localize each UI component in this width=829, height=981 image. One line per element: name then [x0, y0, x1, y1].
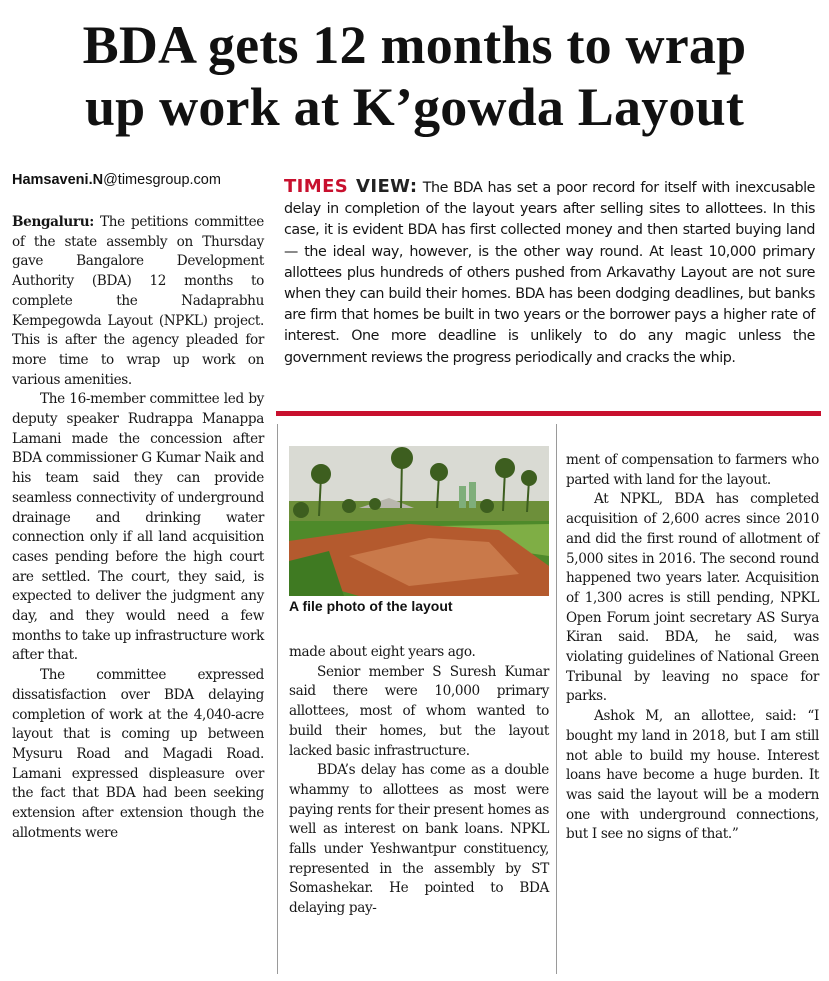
headline-line-2: up work at K’gowda Layout	[84, 77, 745, 137]
article-paragraph: made about eight years ago.	[289, 644, 476, 660]
times-view-body: The BDA has set a poor record for itself with inexcusable delay in completion of the layout years after selling sites to allottees. In this case, it is evident BDA has first collected money and then started buying land — the ideal way, however, is the other way round. At least 10,000 primary allottees plus hundreds of others pushed from Arkavathy Layout are not sure when they can build their homes. BDA has been dodging deadlines, but banks are firm that homes be built in two years or the borrower pays a higher rate of interest. One more deadline is unlikely to do any magic unless the government reviews the progress periodically and cracks the whip.	[284, 180, 815, 366]
dateline: Bengaluru:	[12, 214, 94, 230]
times-view-label	[284, 176, 417, 197]
headline	[0, 14, 829, 138]
article-paragraph: The 16-member committee led by deputy speaker Rudrappa Manappa Lamani made the concession after BDA commissioner G Kumar Naik and his team said they can provide seamless connectivity of underground drainage and drinking water connection only if all land acquisition cases pending before the high court are settled. The court, they said, is expected to deliver the judgment any day, and they would need a few months to take up infrastructure work after that.	[12, 391, 264, 664]
column-divider-2	[556, 424, 557, 974]
article-column-3	[566, 451, 819, 845]
layout-photo	[289, 446, 549, 596]
article-paragraph: Ashok M, an allottee, said: “I bought my land in 2018, but I am still not able to build my house. Interest loans have become a huge burden. It was said the layout will be a modern one with underground connections, but I see no signs of that.”	[566, 708, 819, 843]
article-column-1	[12, 213, 264, 844]
times-view-label-times: TIMES	[284, 176, 349, 197]
times-view-box	[276, 170, 821, 416]
article-paragraph: At NPKL, BDA has completed acquisition of 2,600 acres since 2010 and did the first round of allotment of 5,000 sites in 2016. The second round happened two years later. Acquisition of 1,300 acres is still pending, NPKL Open Forum joint secretary AS Surya Kiran said. BDA, he said, was violating guidelines of National Green Tribunal by leaving no space for parks.	[566, 491, 819, 705]
headline-line-1: BDA gets 12 months to wrap	[82, 15, 747, 75]
times-view-text	[276, 170, 821, 369]
article-paragraph: BDA’s delay has come as a double whammy to allottees as most were paying rents for their present homes as well as interest on bank loans. NPKL falls under Yeshwantpur constituency, represented in the assembly by ST Somashekar. He pointed to BDA delaying pay-	[289, 762, 549, 917]
byline	[12, 172, 221, 188]
layout-photo-image	[289, 446, 549, 596]
paragraph-text: The petitions committee of the state assembly on Thursday gave Bangalore Development Authority (BDA) 12 months to complete the Nadaprabhu Kempegowda Layout (NPKL) project. This is after the agency pleaded for more time to wrap up work on various amenities.	[12, 214, 264, 388]
column-divider-1	[277, 424, 278, 974]
article-paragraph: Senior member S Suresh Kumar said there were 10,000 primary allottees, most of whom wanted to build their homes, but the layout lacked basic infrastructure.	[289, 663, 549, 759]
times-view-label-view: VIEW:	[356, 176, 418, 197]
article-paragraph	[12, 213, 264, 390]
byline-name: Hamsaveni.N	[12, 172, 104, 188]
article-column-2	[289, 643, 549, 919]
byline-domain: @timesgroup.com	[103, 172, 221, 188]
photo-caption: A file photo of the layout	[289, 598, 453, 614]
article-paragraph: ment of compensation to farmers who parted with land for the layout.	[566, 452, 819, 488]
article-paragraph: The committee expressed dissatisfaction over BDA delaying completion of work at the 4,040-acre layout that is coming up between Mysuru Road and Magadi Road. Lamani expressed displeasure over the fact that BDA had been seeking extension after extension though the allotments were	[12, 667, 264, 841]
